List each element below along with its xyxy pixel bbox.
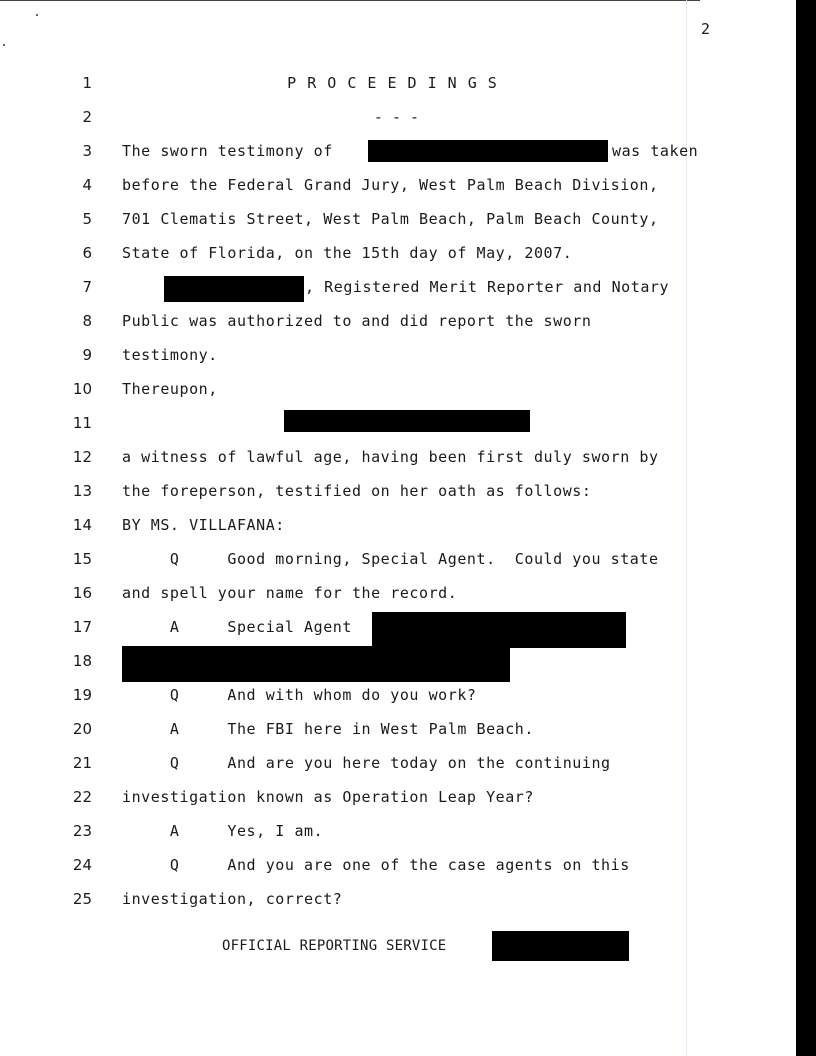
line-text: A Special Agent xyxy=(122,618,352,636)
line-text: Thereupon, xyxy=(122,380,218,398)
top-rule xyxy=(0,0,700,1)
line-text: a witness of lawful age, having been first duly sworn by xyxy=(122,448,659,466)
redaction-block xyxy=(368,140,608,162)
line-text: Q Good morning, Special Agent. Could you state xyxy=(122,550,659,568)
line-number: 25 xyxy=(72,890,92,908)
line-text: Q And are you here today on the continuing xyxy=(122,754,611,772)
line-number: 22 xyxy=(72,788,92,806)
transcript-line xyxy=(0,242,790,264)
page-number: 2 xyxy=(700,20,710,38)
line-number: 14 xyxy=(72,516,92,534)
scan-edge-bar xyxy=(796,0,816,1056)
transcript-line xyxy=(0,106,790,128)
line-number: 8 xyxy=(82,312,92,330)
footer-text: OFFICIAL REPORTING SERVICE xyxy=(222,938,447,954)
redaction-block xyxy=(284,410,530,432)
line-number: 24 xyxy=(72,856,92,874)
transcript-line xyxy=(0,208,790,230)
transcript-line xyxy=(0,480,790,502)
line-number: 19 xyxy=(72,686,92,704)
line-number: 3 xyxy=(82,142,92,160)
redaction-block xyxy=(372,612,626,648)
transcript-line xyxy=(0,446,790,468)
line-text: Q And you are one of the case agents on this xyxy=(122,856,630,874)
scan-speck xyxy=(36,14,38,16)
transcript-line xyxy=(0,820,790,842)
transcript-line xyxy=(0,72,790,94)
line-number: 11 xyxy=(72,414,92,432)
transcript-line xyxy=(0,786,790,808)
transcript-line xyxy=(0,174,790,196)
transcript-line xyxy=(0,752,790,774)
line-number: 23 xyxy=(72,822,92,840)
line-text: A The FBI here in West Palm Beach. xyxy=(122,720,534,738)
redaction-block xyxy=(122,646,510,682)
line-text: The sworn testimony of xyxy=(122,142,333,160)
line-number: 6 xyxy=(82,244,92,262)
line-text: investigation, correct? xyxy=(122,890,343,908)
scan-speck xyxy=(3,44,5,46)
line-number: 10 xyxy=(72,380,92,398)
line-number: 5 xyxy=(82,210,92,228)
line-text: before the Federal Grand Jury, West Palm Beach Division, xyxy=(122,176,659,194)
line-number: 7 xyxy=(82,278,92,296)
line-text: Q And with whom do you work? xyxy=(122,686,477,704)
line-text: BY MS. VILLAFANA: xyxy=(122,516,285,534)
transcript-line xyxy=(0,310,790,332)
transcript-line xyxy=(0,378,790,400)
line-text: State of Florida, on the 15th day of May, 2007. xyxy=(122,244,573,262)
line-text-continued: was taken xyxy=(612,142,699,160)
line-number: 2 xyxy=(82,108,92,126)
transcript-line xyxy=(0,582,790,604)
transcript-line xyxy=(0,718,790,740)
line-number: 12 xyxy=(72,448,92,466)
transcript-line xyxy=(0,276,790,298)
line-text: A Yes, I am. xyxy=(122,822,324,840)
line-number: 17 xyxy=(72,618,92,636)
line-text: 701 Clematis Street, West Palm Beach, Palm Beach County, xyxy=(122,210,659,228)
transcript-line xyxy=(0,344,790,366)
line-text: , Registered Merit Reporter and Notary xyxy=(305,278,670,296)
transcript-line xyxy=(0,888,790,910)
line-text: investigation known as Operation Leap Year? xyxy=(122,788,534,806)
line-number: 21 xyxy=(72,754,92,772)
line-number: 16 xyxy=(72,584,92,602)
line-number: 13 xyxy=(72,482,92,500)
transcript-line xyxy=(0,684,790,706)
separator: - - - xyxy=(373,108,420,126)
line-text: Public was authorized to and did report the sworn xyxy=(122,312,592,330)
line-number: 15 xyxy=(72,550,92,568)
line-text: the foreperson, testified on her oath as follows: xyxy=(122,482,592,500)
transcript-line xyxy=(0,854,790,876)
line-number: 9 xyxy=(82,346,92,364)
line-number: 20 xyxy=(72,720,92,738)
redaction-block xyxy=(492,931,629,961)
line-text: testimony. xyxy=(122,346,218,364)
line-number: 1 xyxy=(82,74,92,92)
line-number: 18 xyxy=(72,652,92,670)
transcript-line xyxy=(0,514,790,536)
redaction-block xyxy=(164,276,304,302)
proceedings-title: P R O C E E D I N G S xyxy=(287,74,498,92)
transcript-line xyxy=(0,548,790,570)
line-text: and spell your name for the record. xyxy=(122,584,458,602)
line-number: 4 xyxy=(82,176,92,194)
